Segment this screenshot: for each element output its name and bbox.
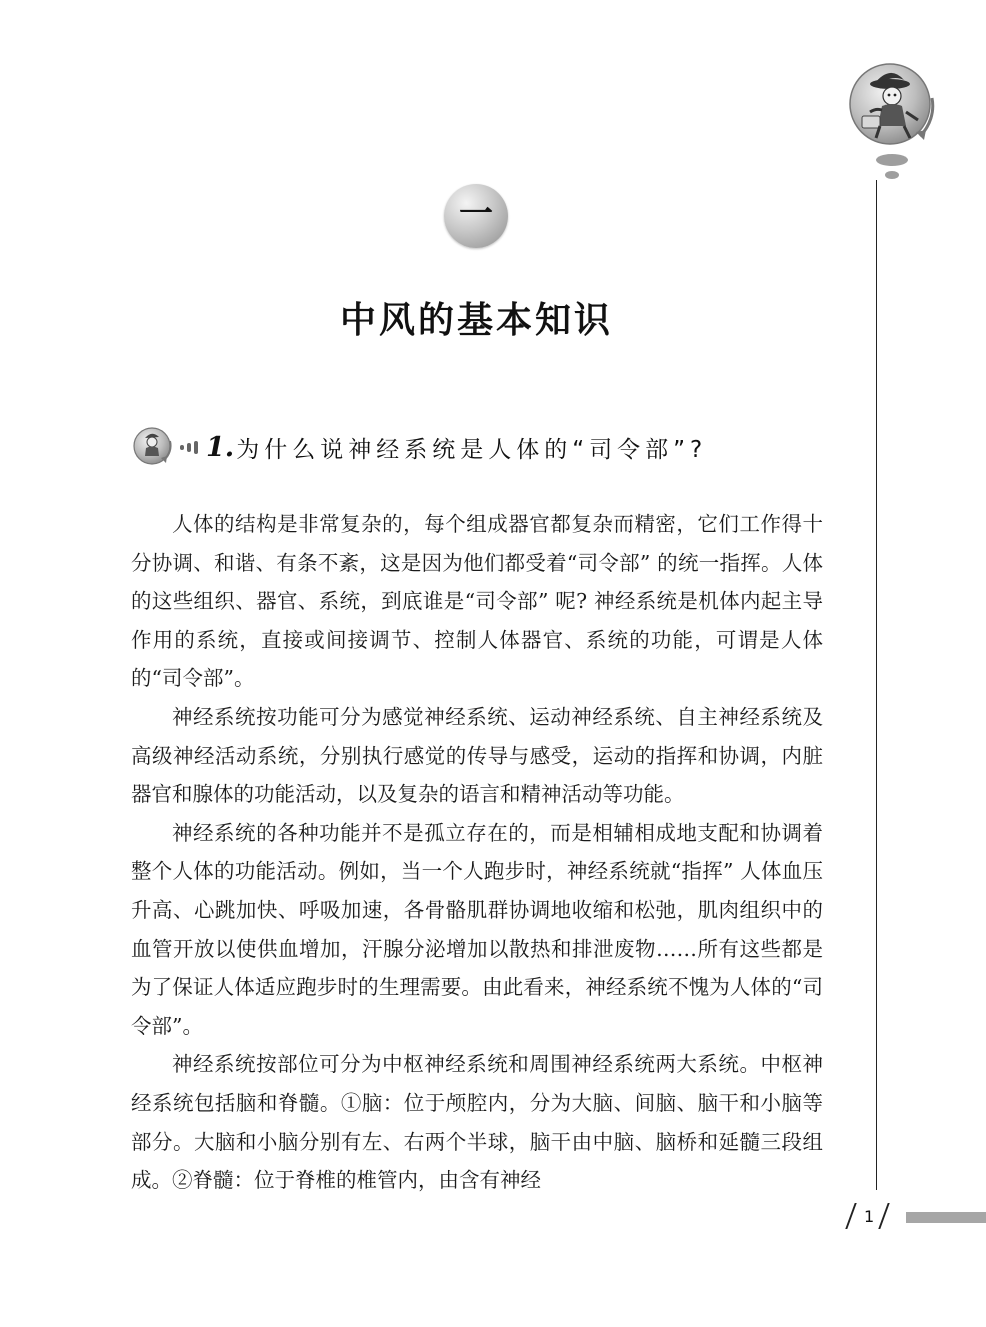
chapter-title: 中风的基本知识: [339, 300, 613, 341]
paragraph: 神经系统按功能可分为感觉神经系统、运动神经系统、自主神经系统及高级神经活动系统，分别执行感觉的传导与感受，运动的指挥和协调，内脏器官和腺体的功能活动，以及复杂的语言和精神活动等功能。: [131, 704, 823, 807]
question-number: 1.: [206, 431, 235, 463]
page-number-text: 1: [864, 1206, 875, 1226]
question-text: 为什么说神经系统是人体的“司令部”?: [236, 436, 708, 463]
mascot-icon: [846, 60, 944, 182]
question-dots: [180, 441, 198, 454]
question-medallion-icon: [130, 424, 178, 470]
paragraph: 神经系统按部位可分为中枢神经系统和周围神经系统两大系统。中枢神经系统包括脑和脊髓。①脑：位于颅腔内，分为大脑、间脑、脑干和小脑等部分。大脑和小脑分别有左、右两个半球，脑干由中脑、脑桥和延髓三段组成。②脊髓：位于脊椎的椎管内，由含有神经: [131, 1052, 823, 1193]
chapter-number: 一: [459, 194, 493, 234]
question-heading: [130, 424, 707, 470]
page-number: [850, 1203, 885, 1229]
body-text: [131, 505, 823, 1200]
page-number-bar: [906, 1212, 986, 1223]
page-number-slash: [845, 1203, 856, 1229]
paragraph: 人体的结构是非常复杂的，每个组成器官都复杂而精密，它们工作得十分协调、和谐、有条不紊，这是因为他们都受着“司令部” 的统一指挥。人体的这些组织、器官、系统，到底谁是“司令部” 呢? 神经系统是机体内起主导作用的系统，直接或间接调节、控制人体器官、系统的功能，可谓是人体的“司令部”。: [131, 512, 823, 691]
chapter-number-badge: [444, 184, 508, 248]
page-number-slash: [878, 1203, 889, 1229]
paragraph: 神经系统的各种功能并不是孤立存在的，而是相辅相成地支配和协调着整个人体的功能活动。例如，当一个人跑步时，神经系统就“指挥” 人体血压升高、心跳加快、呼吸加速，各骨骼肌群协调地收缩和松弛，肌肉组织中的血管开放以使供血增加，汗腺分泌增加以散热和排泄废物……所有这些都是为了保证人体适应跑步时的生理需要。由此看来，神经系统不愧为人体的“司令部”。: [131, 820, 823, 1038]
